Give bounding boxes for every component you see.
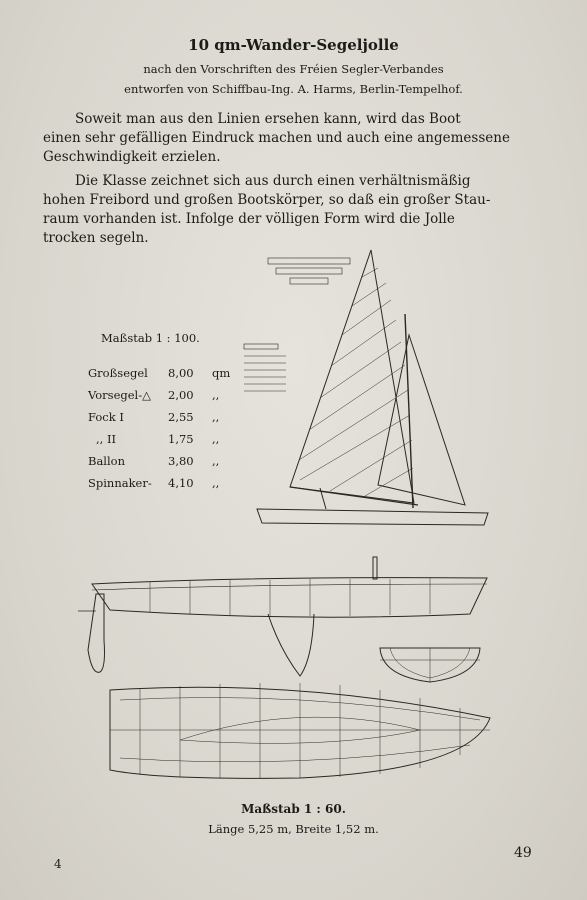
paragraph-2-line: trocken segeln.: [43, 230, 149, 246]
sail-value: 4,10: [168, 476, 194, 490]
scale-label-bottom: Maßstab 1 : 60.: [241, 802, 346, 816]
centreboard-icon: [268, 614, 314, 676]
subtitle-designer: entworfen von Schiffbau-Ing. A. Harms, Berlin-Tempelhof.: [124, 82, 463, 96]
sail-unit: ,,: [212, 454, 220, 468]
subtitle-rules: nach den Vorschriften des Fréien Segler-Verbandes: [143, 62, 444, 76]
sail-unit: ,,: [212, 388, 220, 402]
sail-value: 2,55: [168, 410, 194, 424]
sail-name: Vorsegel-△: [88, 388, 151, 402]
hull-profile-small: [257, 509, 488, 525]
paragraph-2-line: raum vorhanden ist. Infolge der völligen Form wird die Jolle: [43, 211, 455, 227]
dimensions-caption: Länge 5,25 m, Breite 1,52 m.: [208, 822, 379, 836]
sail-name: ,, II: [96, 432, 117, 446]
sail-seams: [299, 268, 413, 496]
paragraph-2-line: Die Klasse zeichnet sich aus durch einen verhältnismäßig: [75, 173, 471, 189]
page-number: 49: [514, 845, 532, 861]
sail-value: 1,75: [168, 432, 194, 446]
scale-label-top: Maßstab 1 : 100.: [101, 331, 200, 345]
paragraph-2-line: hohen Freibord und großen Bootskörper, so daß ein großer Stau-: [43, 192, 491, 208]
sail-unit: ,,: [212, 476, 220, 490]
paragraph-1-line: Geschwindigkeit erzielen.: [43, 149, 221, 165]
sail-name: Ballon: [88, 454, 125, 468]
hull-profile: [92, 578, 487, 618]
rudder-icon: [88, 594, 105, 672]
sail-unit: qm: [212, 366, 231, 380]
footer-signature: 4: [54, 857, 62, 871]
jib: [378, 335, 465, 505]
page-title: 10 qm-Wander-Segeljolle: [188, 36, 399, 54]
sail-name: Spinnaker-: [88, 476, 152, 490]
sail-unit: ,,: [212, 432, 220, 446]
sail-value: 8,00: [168, 366, 194, 380]
sail-value: 2,00: [168, 388, 194, 402]
mainsail: [290, 250, 414, 503]
paragraph-1-line: einen sehr gefälligen Eindruck machen und auch eine angemessene: [43, 130, 510, 146]
sail-name: Großsegel: [88, 366, 148, 380]
sail-name: Fock I: [88, 410, 124, 424]
sail-value: 3,80: [168, 454, 194, 468]
sail-unit: ,,: [212, 410, 220, 424]
paragraph-1-line: Soweit man aus den Linien ersehen kann, wird das Boot: [75, 111, 461, 127]
drawing-title-block: [244, 258, 350, 391]
